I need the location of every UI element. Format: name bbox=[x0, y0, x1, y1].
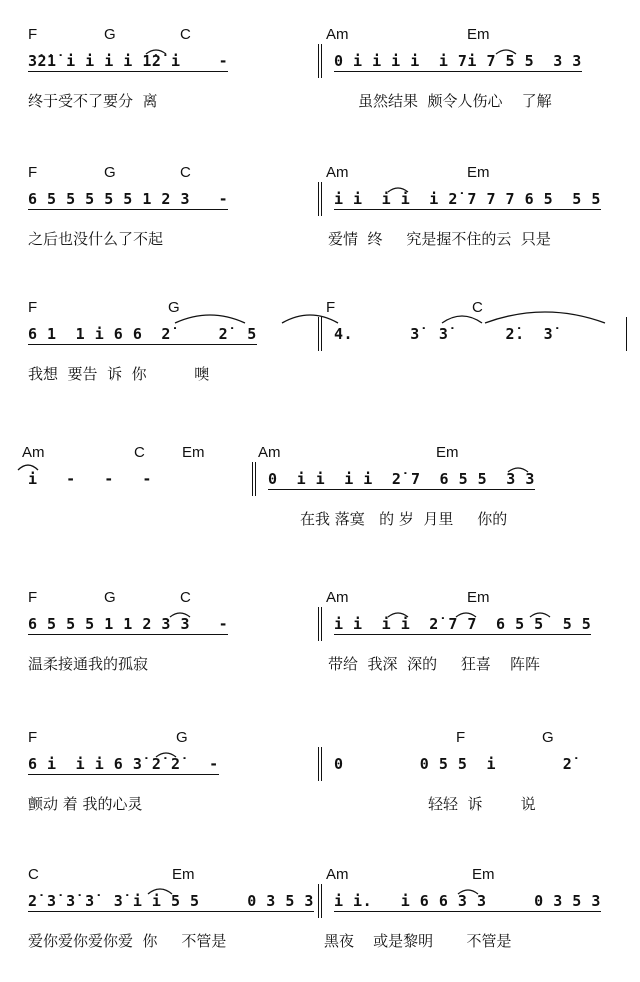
lyric-right: 轻轻 诉 说 bbox=[428, 795, 536, 813]
lyric-right: 虽然结果 颇令人伤心 了解 bbox=[358, 92, 552, 110]
lyric-left: 温柔接通我的孤寂 bbox=[28, 655, 149, 673]
chord: Em bbox=[436, 444, 459, 461]
chord: F bbox=[456, 729, 466, 746]
lyric-left: 颤动 着 我的心灵 bbox=[28, 795, 143, 813]
chord: C bbox=[180, 26, 191, 43]
score-row-6 bbox=[0, 725, 640, 845]
lyric-left: 爱你爱你爱你爱 你 不管是 bbox=[28, 932, 227, 950]
chord: C bbox=[472, 299, 483, 316]
chord: Em bbox=[172, 866, 195, 883]
lyric-right: 带给 我深 深的 狂喜 阵阵 bbox=[328, 655, 540, 673]
chord: G bbox=[104, 26, 116, 43]
chord: Am bbox=[326, 164, 349, 181]
chord: G bbox=[168, 299, 180, 316]
score-row-1 bbox=[0, 22, 640, 142]
notation-left: 6 1 1 i 6 6 2̇ 2̇ 5 bbox=[28, 325, 257, 343]
tie-marks bbox=[0, 22, 640, 82]
tie-marks bbox=[0, 440, 640, 500]
notation-left: 6 i i i 6 3̇ 2̇ 2̇ - bbox=[28, 755, 219, 773]
score-row-4 bbox=[0, 440, 640, 560]
chord: Am bbox=[326, 866, 349, 883]
lyric-right: 黑夜 或是黎明 不管是 bbox=[324, 932, 512, 950]
notation-left: 2̇ 3̇ 3̇ 3̇ 3̇ i i 5 5 0 3 5 3 bbox=[28, 892, 314, 910]
notation-left: 6 5 5 5 5 5 1 2 3 - bbox=[28, 190, 229, 208]
notation-right: 0 i i i i 2̇ 7 6 5 5 3 3 bbox=[268, 470, 535, 488]
tie-marks bbox=[0, 725, 640, 785]
tie-marks bbox=[0, 295, 640, 355]
lyric-left: 我想 要告 诉 你 噢 bbox=[28, 365, 210, 383]
chord: G bbox=[176, 729, 188, 746]
chord: Am bbox=[326, 26, 349, 43]
lyric-left: 之后也没什么了不起 bbox=[28, 230, 164, 248]
chord: Em bbox=[467, 164, 490, 181]
chord: Am bbox=[22, 444, 45, 461]
chord: F bbox=[28, 729, 38, 746]
score-row-3 bbox=[0, 295, 640, 415]
notation-right: i i i i i 2̇ 7 7 7 6 5 5 5 bbox=[334, 190, 601, 208]
chord: C bbox=[134, 444, 145, 461]
chord: F bbox=[28, 299, 38, 316]
notation-left: i - - - bbox=[28, 470, 152, 488]
tie-marks bbox=[0, 160, 640, 220]
chord: C bbox=[180, 164, 191, 181]
score-row-7 bbox=[0, 862, 640, 982]
lyric-left: 终于受不了要分 离 bbox=[28, 92, 158, 110]
chord: G bbox=[104, 589, 116, 606]
lyric-right: 爱情 终 究是握不住的云 只是 bbox=[328, 230, 551, 248]
chord: Em bbox=[472, 866, 495, 883]
chord: Em bbox=[467, 589, 490, 606]
notation-right: 4. 3̇ 3̇ 2̇. 3̇ bbox=[334, 325, 554, 343]
chord: Em bbox=[182, 444, 205, 461]
chord: C bbox=[180, 589, 191, 606]
chord: F bbox=[28, 26, 38, 43]
chord: Em bbox=[467, 26, 490, 43]
chord: G bbox=[542, 729, 554, 746]
notation-right: i i i i 2̇ 7 7 6 5 5 5 5 bbox=[334, 615, 592, 633]
chord: F bbox=[326, 299, 336, 316]
tie-marks bbox=[0, 862, 640, 922]
chord: G bbox=[104, 164, 116, 181]
chord: Am bbox=[326, 589, 349, 606]
chord: F bbox=[28, 164, 38, 181]
notation-right: i i. i 6 6 3 3 0 3 5 3 bbox=[334, 892, 601, 910]
lyric-right: 在我 落寞 的 岁 月里 你的 bbox=[300, 510, 508, 528]
notation-left: 6 5 5 5 1 1 2 3 3 - bbox=[28, 615, 229, 633]
chord: Am bbox=[258, 444, 281, 461]
notation-right: 0 i i i i i 7i 7 5 5 3 3 bbox=[334, 52, 582, 70]
chord: C bbox=[28, 866, 39, 883]
notation-left: 3̇2̇1̇ i i i i 1̇2̇ i - bbox=[28, 52, 229, 70]
notation-right: 0 0 5 5 i 2̇ bbox=[334, 755, 573, 773]
score-row-5 bbox=[0, 585, 640, 705]
chord: F bbox=[28, 589, 38, 606]
score-row-2 bbox=[0, 160, 640, 280]
tie-marks bbox=[0, 585, 640, 645]
